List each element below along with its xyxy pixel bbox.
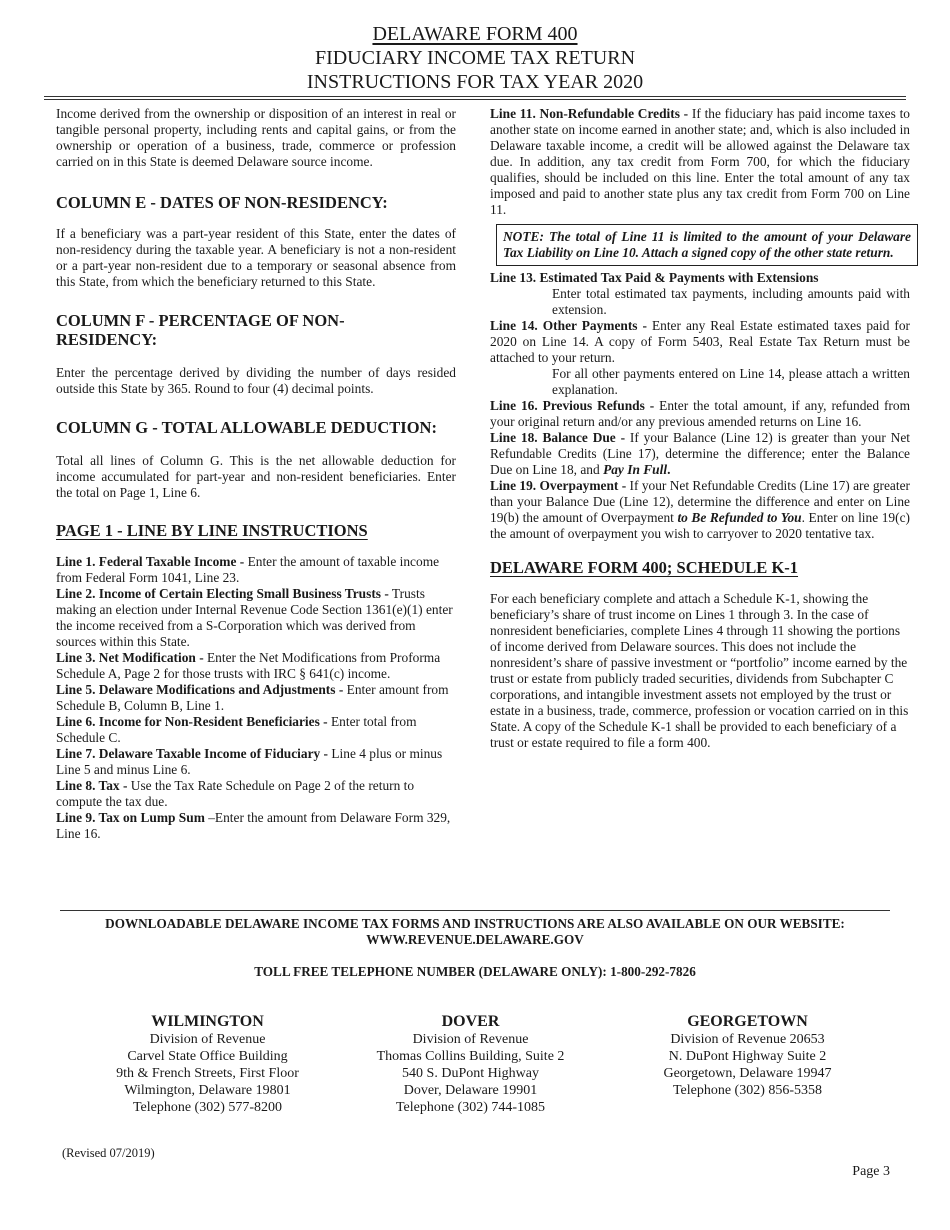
office-line: Thomas Collins Building, Suite 2 [376, 1049, 565, 1064]
column-e-text: If a beneficiary was a part-year resident of this State, enter the dates of non-residency during the taxable year. A beneficiary is not a non-resident or a part-year non-resident due to a temporary or seasonal absence from this State, from which the beneficiary returned to this State. [56, 226, 456, 289]
column-g-heading: COLUMN G - TOTAL ALLOWABLE DEDUCTION: [56, 418, 437, 437]
line-text: Trusts making an election under Internal Revenue Code Section 1361(e)(1) enter the income received from a S-Corporation which was derived from sources within this State. [56, 586, 453, 649]
line-3-instruction [56, 650, 456, 682]
website-link[interactable]: WWW.REVENUE.DELAWARE.GOV [366, 932, 584, 947]
right-column [490, 106, 910, 751]
line-label: Line 1. Federal Taxable Income - [56, 554, 245, 569]
office-phone: Telephone (302) 577-8200 [132, 1100, 283, 1115]
page-header [0, 22, 950, 94]
line-11-instruction [490, 106, 910, 218]
line-text: If your Balance (Line 12) is greater than your Net Refundable Credits (Line 17), determine the difference; enter the Balance Due on Line 18, and [490, 430, 910, 477]
office-city: WILMINGTON [151, 1013, 264, 1030]
line-14-instruction [490, 318, 910, 366]
line-text: Enter total from Schedule C. [56, 714, 417, 745]
line-14-additional: For all other payments entered on Line 14, please attach a written explanation. [552, 366, 910, 397]
line-2-instruction [56, 586, 456, 650]
office-line: Dover, Delaware 19901 [403, 1083, 538, 1098]
line-text: –Enter the amount from Delaware Form 329, Line 16. [56, 810, 451, 841]
line-text-end: . Enter on line 19(c) the amount of overpayment you wish to carryover to 2020 tentative tax. [490, 510, 910, 541]
column-f-heading: COLUMN F - PERCENTAGE OF NON-RESIDENCY: [56, 311, 345, 349]
column-e-heading: COLUMN E - DATES OF NON-RESIDENCY: [56, 193, 388, 212]
office-city: GEORGETOWN [687, 1013, 808, 1030]
line-instructions-list [56, 554, 456, 842]
line-8-instruction [56, 778, 456, 810]
line-5-instruction [56, 682, 456, 714]
form-subtitle: FIDUCIARY INCOME TAX RETURN [314, 47, 636, 69]
line-16-instruction [490, 398, 910, 430]
refund-emphasis: to Be Refunded to You [677, 510, 802, 525]
office-line: N. DuPont Highway Suite 2 [668, 1049, 827, 1064]
office-line: Division of Revenue 20653 [670, 1032, 825, 1047]
line-label: Line 14. Other Payments - [490, 318, 647, 333]
header-divider-bottom [44, 99, 906, 100]
line-text: Use the Tax Rate Schedule on Page 2 of the return to compute the tax due. [56, 778, 415, 809]
line-label: Line 9. Tax on Lump Sum [56, 810, 205, 825]
line-label: Line 3. Net Modification - [56, 650, 204, 665]
footer-divider [60, 910, 890, 911]
header-divider-top [44, 96, 906, 97]
office-phone: Telephone (302) 744-1085 [395, 1100, 546, 1115]
schedule-k1-heading: DELAWARE FORM 400; SCHEDULE K-1 [490, 558, 799, 577]
line-text: Line 4 plus or minus Line 5 and minus Line 6. [56, 746, 443, 777]
line-text: If the fiduciary has paid income taxes to another state on income earned in another state; and, which is also included in Delaware taxable income, a credit will be allowed against the Delaware tax due. In addition, any tax credit from Form 700, for which the fiduciary qualifies, should be included on this line. Enter the total amount of any tax imposed and paid to another state plus any tax credit from Form 700 on Line 11. [490, 106, 911, 217]
line-label: Line 2. Income of Certain Electing Small Business Trusts - [56, 586, 389, 601]
source-income-paragraph: Income derived from the ownership or disposition of an interest in real or tangible personal property, including rents and capital gains, or from the ownership or operation of a business, trade, commerce or profession carried on in this State is deemed Delaware source income. [56, 106, 456, 169]
line-text: Enter the total amount, if any, refunded from your original return and/or any previous amended returns on Line 16. [490, 398, 910, 429]
office-wilmington [95, 1012, 320, 1116]
line-label: Line 18. Balance Due - [490, 430, 626, 445]
line-label: Line 16. Previous Refunds - [490, 398, 655, 413]
instructions-title: INSTRUCTIONS FOR TAX YEAR 2020 [306, 71, 644, 93]
revision-date: (Revised 07/2019) [62, 1146, 155, 1160]
office-phone: Telephone (302) 856-5358 [672, 1083, 823, 1098]
download-text: DOWNLOADABLE DELAWARE INCOME TAX FORMS AND INSTRUCTIONS ARE ALSO AVAILABLE ON OUR WEBSITE: [105, 916, 845, 931]
line-text: Enter any Real Estate estimated taxes paid for 2020 on Line 14. A copy of Form 5403, Real Estate Tax Return must be attached to your return. [490, 318, 910, 365]
line-label: Line 5. Delaware Modifications and Adjustments - [56, 682, 344, 697]
office-line: 9th & French Streets, First Floor [116, 1066, 299, 1081]
office-line: Georgetown, Delaware 19947 [663, 1066, 832, 1081]
line-label: Line 6. Income for Non-Resident Beneficiaries - [56, 714, 328, 729]
office-line: 540 S. DuPont Highway [402, 1066, 539, 1081]
office-line: Division of Revenue [149, 1032, 266, 1047]
pay-in-full-emphasis: Pay In Full [603, 462, 668, 477]
line-text: Enter the amount of taxable income from Federal Form 1041, Line 23. [56, 554, 440, 585]
line-1-instruction [56, 554, 456, 586]
schedule-k1-text: For each beneficiary complete and attach a Schedule K-1, showing the beneficiary’s share of trust income on Lines 1 through 3. In the case of nonresident beneficiaries, complete Lines 4 through 11 showing the portions of income derived from Delaware sources. This does not include the nonresident’s share of passive investment or “portfolio” income earned by the trust or estate from publicly traded securities, dividends from Subchapter C corporations, and intangible investment assets not employed by the trust or estate in a business, trade, commerce, profession or vocation carried on in this State. A copy of the Schedule K-1 shall be provided to each beneficiary of a trust or estate required to file a form 400. [490, 591, 909, 750]
office-line: Wilmington, Delaware 19801 [124, 1083, 291, 1098]
line-text: Enter amount from Schedule B, Column B, Line 1. [56, 682, 449, 713]
line-13-instruction [490, 270, 910, 318]
download-notice [0, 916, 950, 948]
form-title: DELAWARE FORM 400 [372, 23, 578, 45]
office-city: DOVER [441, 1013, 500, 1030]
line-text: Enter total estimated tax payments, including amounts paid with extension. [552, 286, 910, 317]
line-label: Line 13. Estimated Tax Paid & Payments with Extensions [490, 270, 819, 285]
office-line: Carvel State Office Building [127, 1049, 288, 1064]
line-9-instruction [56, 810, 456, 842]
line-11-note: NOTE: The total of Line 11 is limited to the amount of your Delaware Tax Liability on Line 10. Attach a signed copy of the other state return. [496, 224, 918, 266]
line-label: Line 11. Non-Refundable Credits - [490, 106, 689, 121]
line-label: Line 19. Overpayment - [490, 478, 627, 493]
toll-free-number: TOLL FREE TELEPHONE NUMBER (DELAWARE ONLY): 1-800-292-7826 [254, 964, 696, 979]
column-f-text: Enter the percentage derived by dividing the number of days resided outside this State by 365. Round to four (4) decimal points. [56, 365, 456, 396]
office-georgetown [640, 1012, 855, 1099]
line-7-instruction [56, 746, 456, 778]
page1-heading: PAGE 1 - LINE BY LINE INSTRUCTIONS [56, 521, 368, 540]
column-g-text: Total all lines of Column G. This is the net allowable deduction for income accumulated for part-year and non-resident beneficiaries. Enter the total on Page 1, Line 6. [56, 453, 456, 500]
page-number: Page 3 [852, 1164, 890, 1179]
line-18-instruction: Line 18. Balance Due - If your Balance (Line 12) is greater than your Net Refundable Credits (Line 17), determine the difference; enter the Balance Due on Line 18, and Pay In Full. [490, 430, 910, 477]
line-6-instruction [56, 714, 456, 746]
line-19-instruction [490, 478, 910, 542]
line-label: Line 7. Delaware Taxable Income of Fiduciary - [56, 746, 329, 761]
line-text: Enter the Net Modifications from Proforma Schedule A, Page 2 for those trusts with IRC § 641(c) income. [56, 650, 441, 681]
left-column [56, 106, 456, 842]
office-line: Division of Revenue [412, 1032, 529, 1047]
line-label: Line 8. Tax - [56, 778, 128, 793]
office-dover [358, 1012, 583, 1116]
line-text: If your Net Refundable Credits (Line 17) are greater than your Balance Due (Line 12), determine the difference and enter on Line 19(b) the amount of Overpayment [490, 478, 910, 525]
